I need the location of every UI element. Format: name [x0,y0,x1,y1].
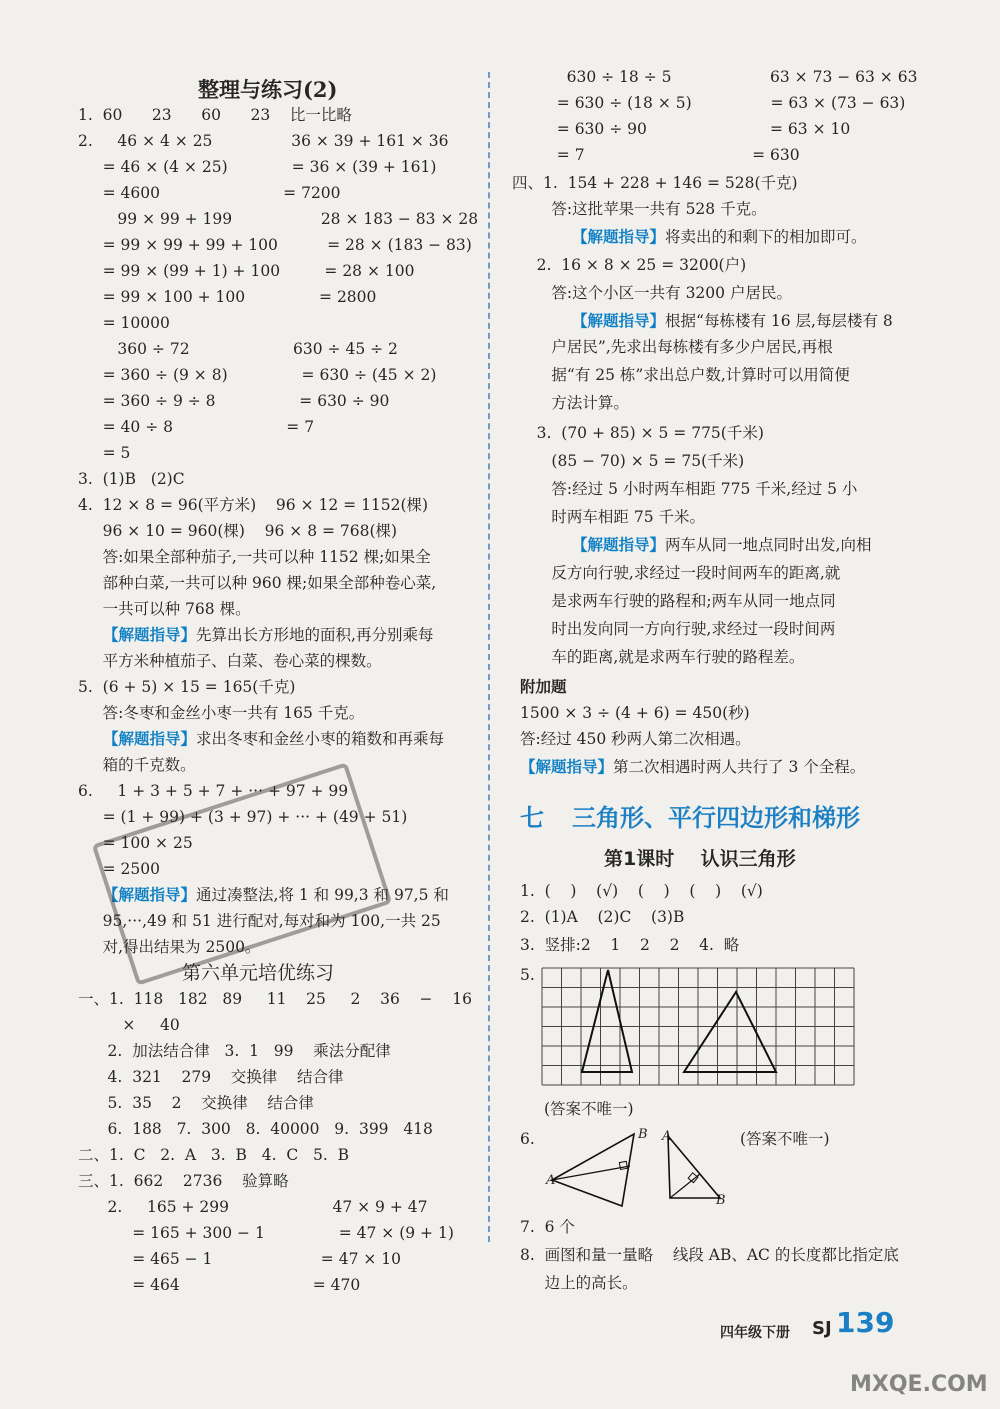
hint-text: 时出发向同一方向行驶,求经过一段时间两 [512,620,836,638]
footer-grade: 四年级下册 [720,1325,790,1341]
hint-tag: 【解题指导】 [572,535,666,554]
triangle-a [552,1134,634,1206]
line: 3. (1)B (2)C [78,470,185,488]
line: 答:如果全部种茄子,一共可以种 1152 棵;如果全 [78,548,431,566]
point-label-a: A [546,1173,556,1188]
line: 1. ( ) (√) ( ) ( ) (√) [520,882,763,900]
line: 2. 165 + 299 47 × 9 + 47 [78,1198,428,1216]
line: = 100 × 25 [78,834,193,852]
line: 7. 6 个 [520,1218,575,1236]
hint-text: 求出冬枣和金丝小枣的箱数和再乘每 [196,730,445,748]
hint-text: 是求两车行驶的路程和;两车从同一地点同 [512,592,836,610]
line: 630 ÷ 18 ÷ 5 63 × 73 − 63 × 63 [542,68,918,86]
point-label-a: A [662,1129,672,1144]
hint-block [103,624,433,646]
line: 2. 加法结合律 3. 1 99 乘法分配律 [78,1042,391,1060]
line: 1. 60 23 60 23 比一比略 [78,106,352,124]
hint-text: 反方向行驶,求经过一段时间两车的距离,就 [512,564,841,582]
line: 6. 1 + 3 + 5 + 7 + ··· + 97 + 99 [78,782,349,800]
line: = 465 − 1 = 47 × 10 [78,1250,401,1268]
height-line [670,1174,700,1198]
line: 三、1. 662 2736 验算略 [78,1172,289,1190]
watermark-text: MXQE.COM [850,1372,988,1397]
line: 8. 画图和量一量略 线段 AB、AC 的长度都比指定底 [520,1246,899,1264]
chapter-title: 三角形、平行四边形和梯形 [572,804,860,832]
page-number: 139 [836,1306,895,1339]
lesson-title: 第1课时 认识三角形 [604,848,796,870]
hint-text: 对,得出结果为 2500。 [78,938,261,956]
line: 3. (70 + 85) × 5 = 775(千米) [512,424,764,442]
line: = 99 × 99 + 99 + 100 = 28 × (183 − 83) [78,236,472,254]
line: 360 ÷ 72 630 ÷ 45 ÷ 2 [78,340,398,358]
line: = 630 ÷ 90 = 63 × 10 [542,120,851,138]
line: 6. 188 7. 300 8. 40000 9. 399 418 [78,1120,433,1138]
hint-text: 据“有 25 栋”求出总户数,计算时可以用简便 [512,366,850,384]
hint-text: 第二次相遇时两人共行了 3 个全程。 [613,758,866,776]
hint-tag: 【解题指导】 [103,885,197,904]
line: 2. (1)A (2)C (3)B [520,908,685,926]
column-divider [488,72,490,1242]
line: 答:冬枣和金丝小枣一共有 165 千克。 [78,704,365,722]
line: = 99 × 100 + 100 = 2800 [78,288,377,306]
point-label-b: B [716,1193,726,1208]
hint-tag: 【解题指导】 [520,757,614,776]
line: 二、1. C 2. A 3. B 4. C 5. B [78,1146,350,1164]
hint-block [572,534,871,556]
line: 边上的高长。 [520,1274,638,1292]
hint-tag: 【解题指导】 [103,729,197,748]
line: (85 − 70) × 5 = 75(千米) [512,452,745,470]
line: 部种白菜,一共可以种 960 棵;如果全部种卷心菜, [78,574,437,592]
line: = 2500 [78,860,160,878]
triangle-left [582,970,632,1072]
hint-text: 95,···,49 和 51 进行配对,每对和为 100,一共 25 [78,912,441,930]
line: 答:这个小区一共有 3200 户居民。 [512,284,792,302]
hint-block [572,226,867,248]
line: = 360 ÷ 9 ÷ 8 = 630 ÷ 90 [78,392,390,410]
hint-tag: 【解题指导】 [103,625,197,644]
line: 时两车相距 75 千米。 [512,508,705,526]
line: = 99 × (99 + 1) + 100 = 28 × 100 [78,262,415,280]
triangle-b [668,1136,720,1198]
line: = (1 + 99) + (3 + 97) + ··· + (49 + 51) [78,808,408,826]
hint-block [103,728,444,750]
line: = 7 = 630 [542,146,800,164]
hint-text: 通过凑整法,将 1 和 99,3 和 97,5 和 [196,886,449,904]
hint-text: 先算出长方形地的面积,再分别乘每 [196,626,434,644]
hint-tag: 【解题指导】 [572,227,666,246]
line: = 464 = 470 [78,1276,361,1294]
line: = 360 ÷ (9 × 8) = 630 ÷ (45 × 2) [78,366,437,384]
line: = 5 [78,444,131,462]
line: 答:经过 450 秒两人第二次相遇。 [520,730,751,748]
line: = 10000 [78,314,170,332]
line: 四、1. 154 + 228 + 146 = 528(千克) [512,174,798,192]
hint-block [572,310,893,332]
line: 4. 321 279 交换律 结合律 [78,1068,344,1086]
triangle-grid-figure [540,966,866,1090]
footer-code: SJ [812,1318,832,1339]
height-figure [540,1126,740,1212]
point-label-b: B [638,1127,648,1142]
line: = 630 ÷ (18 × 5) = 63 × (73 − 63) [542,94,906,112]
line: 2. 46 × 4 × 25 36 × 39 + 161 × 36 [78,132,449,150]
hint-text: 平方米种植茄子、白菜、卷心菜的棵数。 [78,652,382,670]
hint-text: 两车从同一地点同时出发,向相 [665,536,872,554]
hint-text: 方法计算。 [512,394,629,412]
answer-note: (答案不唯一) [544,1100,634,1118]
line: = 40 ÷ 8 = 7 [78,418,315,436]
hint-block [520,756,865,778]
section-title: 整理与练习(2) [198,77,338,102]
hint-text: 户居民”,先求出每栋楼有多少户居民,再根 [512,338,833,356]
line: 答:这批苹果一共有 528 千克。 [512,200,767,218]
line: 2. 16 × 8 × 25 = 3200(户) [512,256,747,274]
line: 4. 12 × 8 = 96(平方米) 96 × 12 = 1152(棵) [78,496,429,514]
line: × 40 [78,1016,180,1034]
line: 99 × 99 + 199 28 × 183 − 83 × 28 [78,210,479,228]
hint-text: 根据“每栋楼有 16 层,每层楼有 8 [665,312,893,330]
extra-title: 附加题 [520,678,567,696]
hint-text: 车的距离,就是求两车行驶的路程差。 [512,648,805,666]
hint-text: 将卖出的和剩下的相加即可。 [665,228,867,246]
line: 一、1. 118 182 89 11 25 2 36 − 16 [78,990,472,1008]
line: = 165 + 300 − 1 = 47 × (9 + 1) [78,1224,454,1242]
line: 5. 35 2 交换律 结合律 [78,1094,314,1112]
chapter-heading [520,798,860,833]
right-angle-mark [688,1173,698,1183]
line: = 4600 = 7200 [78,184,341,202]
line: 96 × 10 = 960(棵) 96 × 8 = 768(棵) [78,522,398,540]
unit-title: 第六单元培优练习 [182,962,335,984]
hint-text: 箱的千克数。 [78,756,196,774]
line: 3. 竖排:2 1 2 2 4. 略 [520,936,740,954]
hint-tag: 【解题指导】 [572,311,666,330]
line: 5. [520,966,535,984]
chapter-number: 七 [520,804,544,832]
line: 答:经过 5 小时两车相距 775 千米,经过 5 小 [512,480,858,498]
answer-note: (答案不唯一) [740,1130,830,1148]
line: 6. [520,1130,535,1148]
line: 5. (6 + 5) × 15 = 165(千克) [78,678,296,696]
line: 一共可以种 768 棵。 [78,600,251,618]
line: 1500 × 3 ÷ (4 + 6) = 450(秒) [520,704,750,722]
line: = 46 × (4 × 25) = 36 × (39 + 161) [78,158,437,176]
right-angle-mark [619,1161,627,1169]
